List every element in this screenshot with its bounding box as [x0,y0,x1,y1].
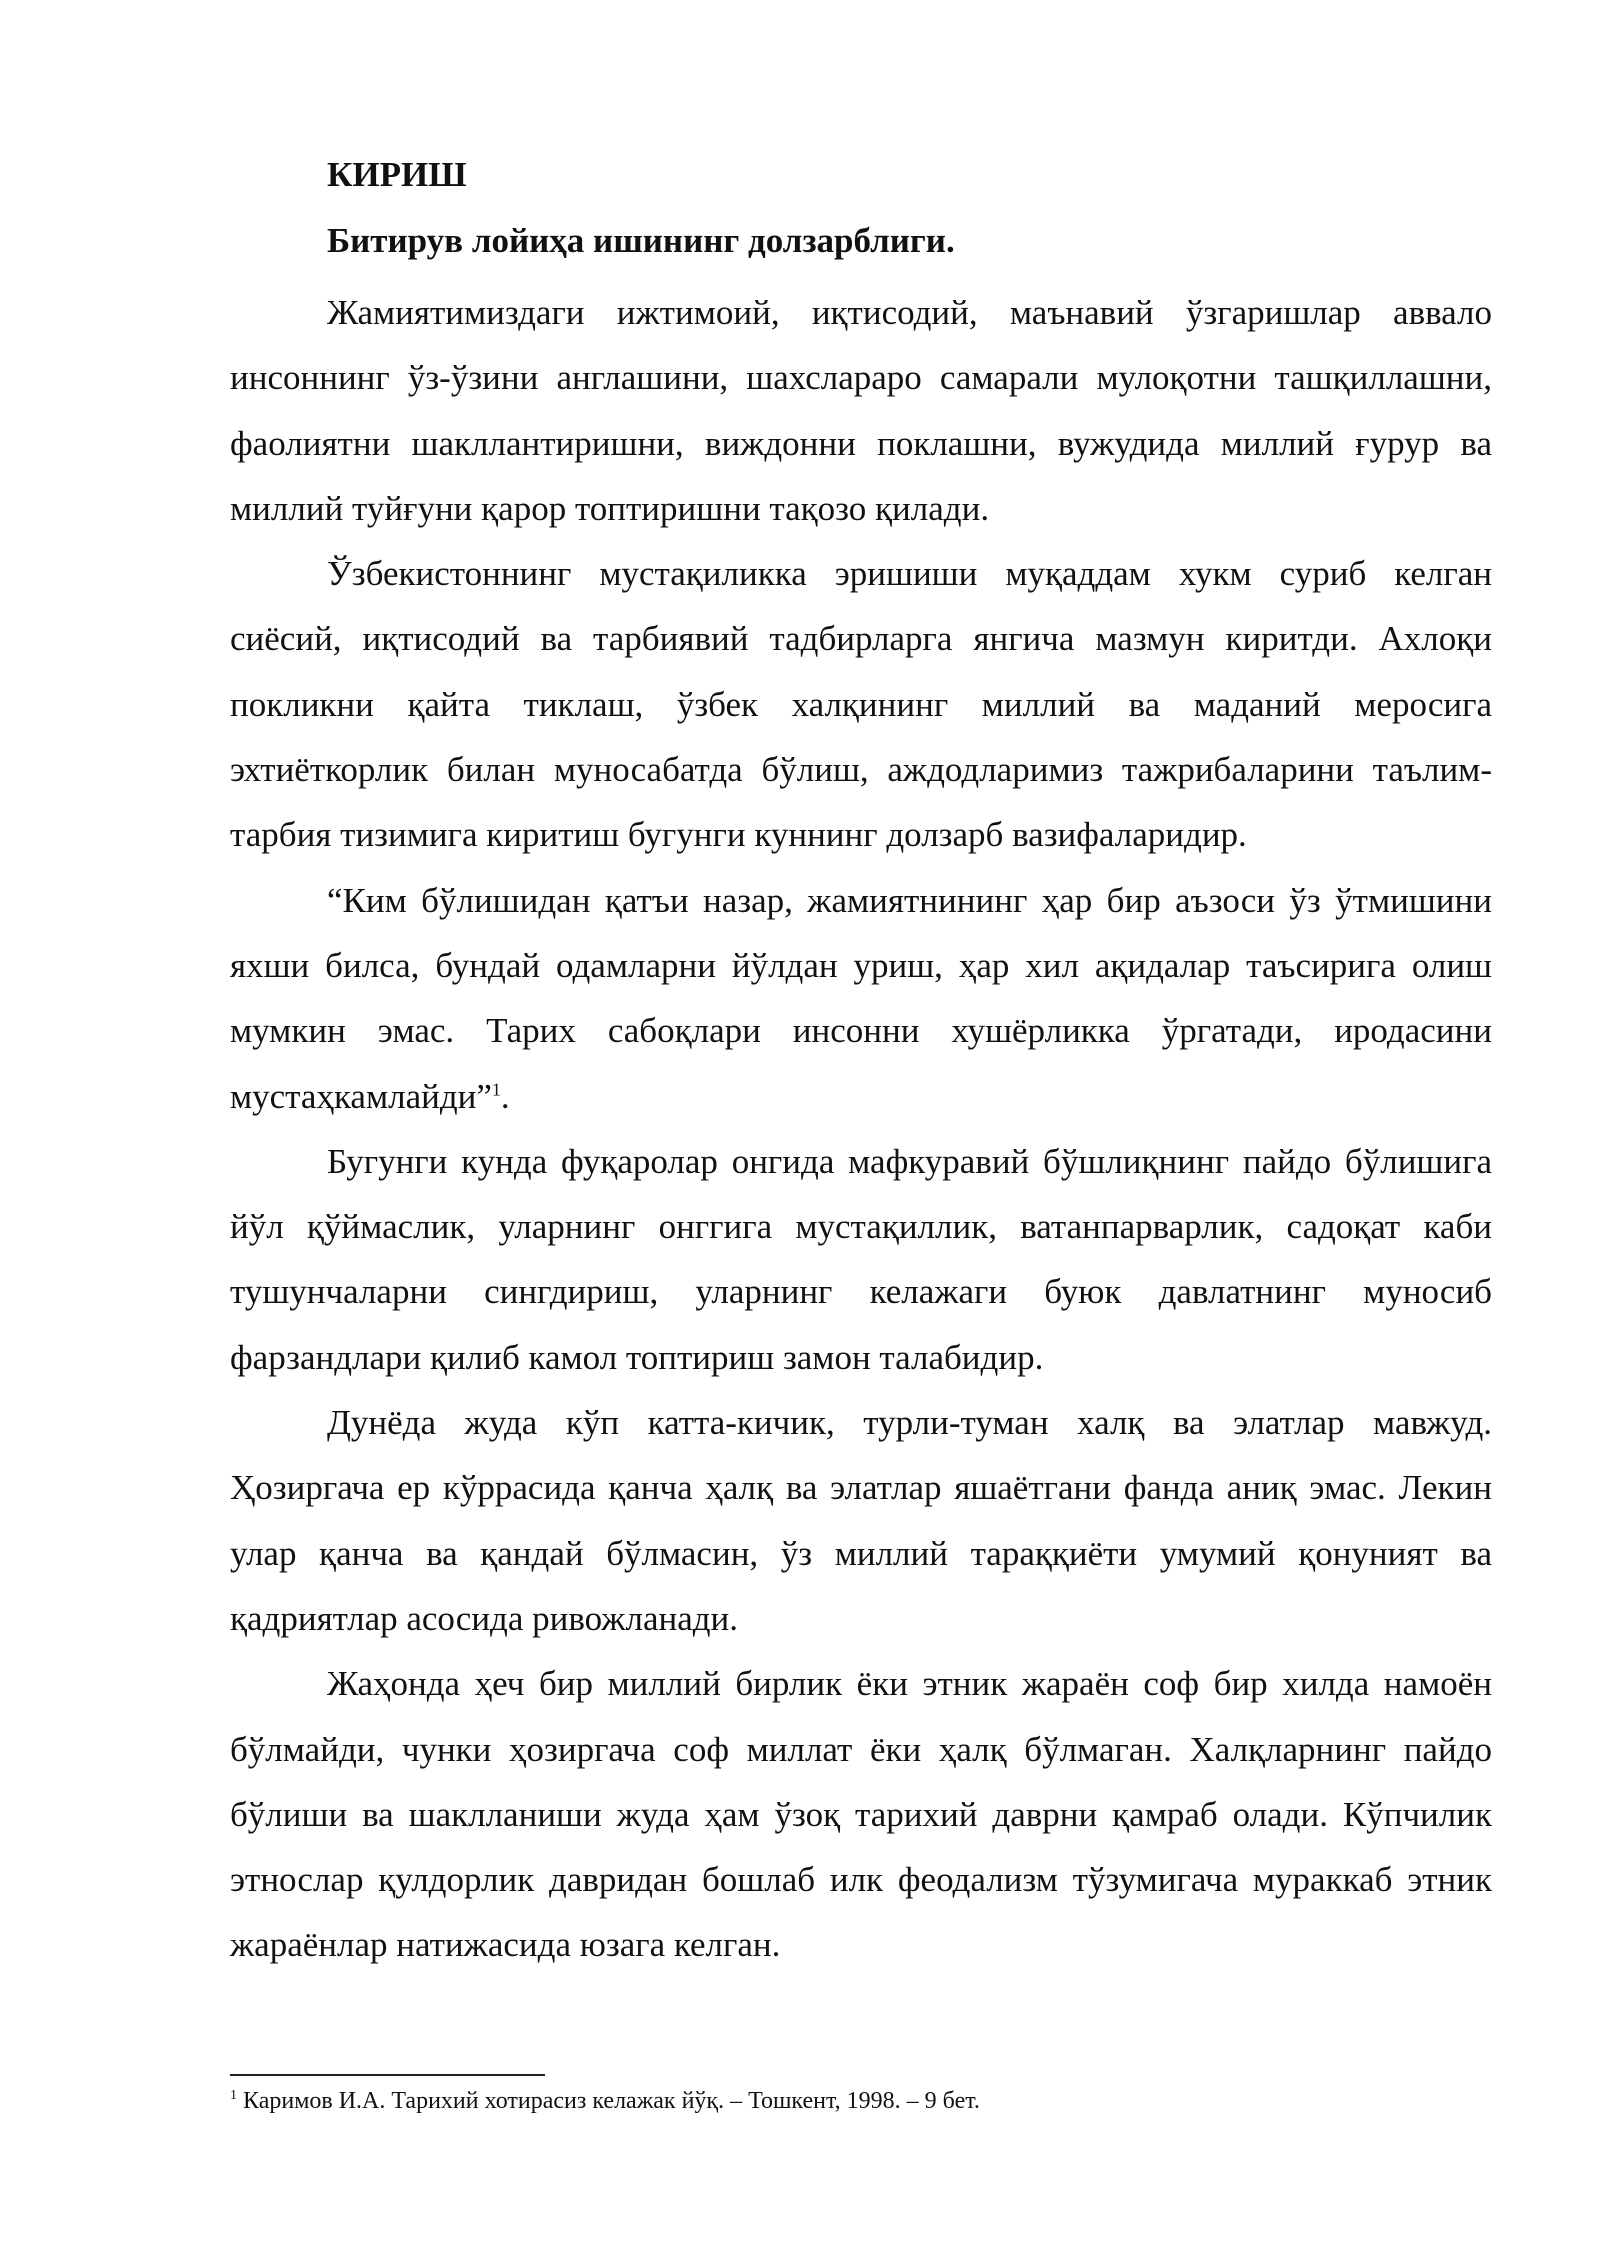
quote-text: “Ким бўлишидан қатъи назар, жамиятнининг ҳар бир аъзоси ўз ўтмишини яхши билса, бундай одамларни йўлдан уриш, ҳар хил ақидалар таъсирига олиш мумкин эмас. Тарих сабоқлари инсонни хушёрликка ўргатади, иродасини мустаҳкамлайди” [230,880,1492,1116]
footnote-reference[interactable]: 1 [491,1078,501,1099]
footnote-marker: 1 [230,2088,237,2103]
section-subtitle: Битирув лойиҳа ишининг долзарблиги. [327,221,955,260]
paragraph: Бугунги кунда фуқаролар онгида мафкуравий бўшлиқнинг пайдо бўлишига йўл қўймаслик, уларнинг онггига мустақиллик, ватанпарварлик, садоқат каби тушунчаларни сингдириш, уларнинг келажаги буюк давлатнинг муносиб фарзандлари қилиб камол топтириш замон талабидир. [230,1141,1492,1377]
paragraph: Жаҳонда ҳеч бир миллий бирлик ёки этник жараён соф бир хилда намоён бўлмайди, чунки ҳозиргача соф миллат ёки ҳалқ бўлмаган. Халқларнинг пайдо бўлиши ва шаклланиши жуда ҳам ўзоқ тарихий даврни қамраб олади. Кўпчилик этнослар қулдорлик давридан бошлаб илк феодализм тўзумигача мураккаб этник жараёнлар натижасида юзага келган. [230,1664,1492,1965]
section-title: КИРИШ [327,155,467,194]
paragraph: Дунёда жуда кўп катта-кичик, турли-туман халқ ва элатлар мавжуд. Ҳозиргача ер кўррасида қанча ҳалқ ва элатлар яшаётгани фанда аниқ эмас. Лекин улар қанча ва қандай бўлмасин, ўз миллий тараққиёти умумий қонуният ва қадриятлар асосида ривожланади. [230,1403,1492,1638]
paragraph: Ўзбекистоннинг мустақиликка эришиши муқаддам хукм суриб келган сиёсий, иқтисодий ва тарбиявий тадбирларга янгича мазмун киритди. Ахлоқи покликни қайта тиклаш, ўзбек халқининг миллий ва маданий меросига эхтиёткорлик билан муносабатда бўлиш, аждодларимиз тажрибаларини таълим-тарбия тизимига киритиш бугунги куннинг долзарб вазифаларидир. [230,554,1492,855]
footnote-divider [230,2074,545,2076]
footnote-text: Каримов И.А. Тарихий хотирасиз келажак йўқ. – Тошкент, 1998. – 9 бет. [237,2088,980,2114]
paragraph: Жамиятимиздаги ижтимоий, иқтисодий, маънавий ўзгаришлар аввало инсоннинг ўз-ўзини англашини, шахслараро самарали мулоқотни ташқиллашни, фаолиятни шакллантиришни, виждонни поклашни, вужудида миллий ғурур ва миллий туйғуни қарор топтиришни тақозо қилади. [230,293,1492,528]
footnote [230,2086,980,2116]
body-text [230,280,1492,1978]
paragraph-quote [230,868,1492,1129]
quote-period: . [500,1076,510,1116]
